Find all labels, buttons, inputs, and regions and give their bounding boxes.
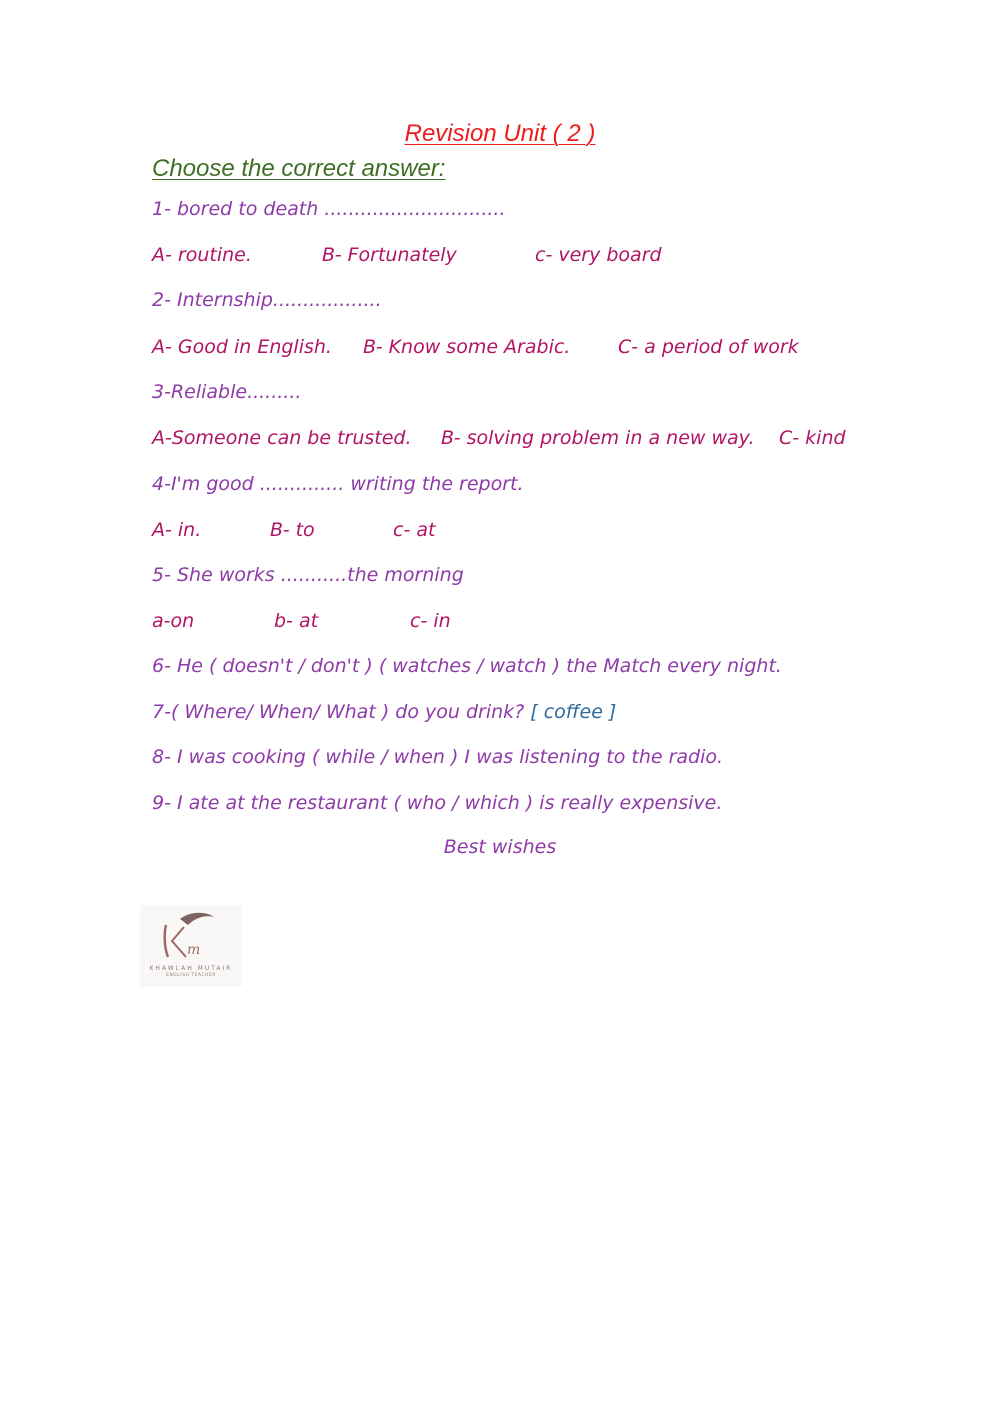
closing-text: Best wishes: [443, 836, 557, 858]
sentence-8: 8- I was cooking ( while / when ) I was listening to the radio.: [152, 746, 724, 768]
question-1-options: [152, 243, 912, 267]
question-3-prompt: 3-Reliable.........: [152, 381, 302, 403]
option-c: c- in: [410, 610, 451, 632]
question-2-options: [152, 335, 912, 359]
sentence-7: [152, 700, 616, 724]
option-b: B- Know some Arabic.: [363, 336, 571, 358]
option-b: b- at: [274, 610, 319, 632]
question-4-options: [152, 518, 912, 542]
question-1-prompt: 1- bored to death ..............................: [152, 198, 506, 220]
sentence-9: 9- I ate at the restaurant ( who / which ) is really expensive.: [152, 792, 723, 814]
sentence-7-hint: [ coffee ]: [530, 701, 617, 723]
option-b: B- to: [270, 519, 315, 541]
option-a: A-Someone can be trusted.: [152, 427, 412, 449]
sentence-7-text: 7-( Where/ When/ What ) do you drink?: [152, 701, 525, 723]
sentence-6: 6- He ( doesn't / don't ) ( watches / watch ) the Match every night.: [152, 655, 782, 677]
option-c: C- a period of work: [618, 336, 799, 358]
question-4-prompt: 4-I'm good .............. writing the report.: [152, 473, 524, 495]
logo-monogram-icon: [140, 905, 242, 965]
logo-role: ENGLISH TEACHER: [166, 973, 216, 978]
question-5-options: [152, 609, 912, 633]
logo-monogram-mark: m: [187, 942, 201, 958]
logo-name: KHAWLAH MUTAIR: [149, 965, 233, 972]
option-c: c- at: [393, 519, 436, 541]
option-b: B- Fortunately: [322, 244, 457, 266]
instruction-heading: Choose the correct answer:: [152, 155, 446, 182]
worksheet-title: Revision Unit ( 2 ): [404, 120, 596, 147]
option-b: B- solving problem in a new way.: [441, 427, 755, 449]
question-2-prompt: 2- Internship..................: [152, 289, 382, 311]
teacher-logo: [140, 905, 242, 987]
option-c: C- kind: [779, 427, 846, 449]
option-c: c- very board: [535, 244, 662, 266]
option-a: A- in.: [152, 519, 202, 541]
question-5-prompt: 5- She works ...........the morning: [152, 564, 464, 586]
question-3-options: [152, 426, 912, 450]
option-a: A- routine.: [152, 244, 252, 266]
option-a: A- Good in English.: [152, 336, 332, 358]
option-a: a-on: [152, 610, 195, 632]
